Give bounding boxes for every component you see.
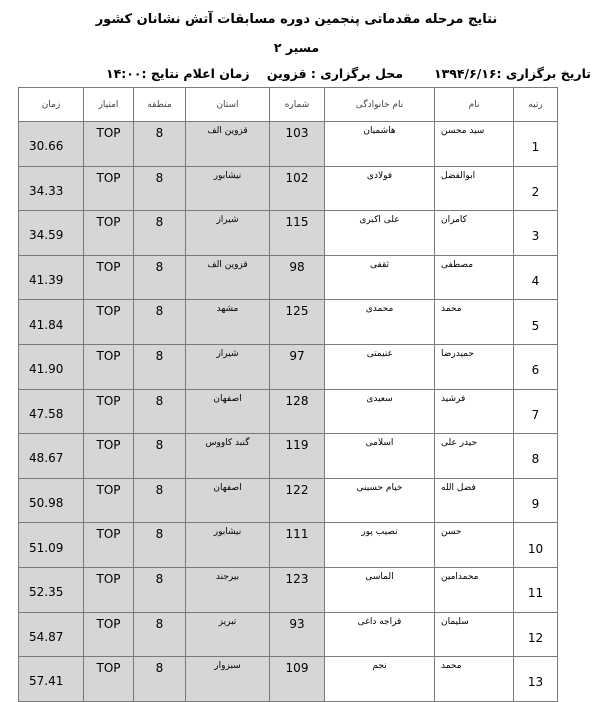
cell-score: TOP: [84, 344, 134, 389]
cell-name: سید محسن: [435, 122, 514, 167]
page-subtitle: مسیر ۲: [273, 40, 320, 55]
cell-score: TOP: [84, 612, 134, 657]
cell-name: حیدر علی: [435, 434, 514, 479]
event-venue: محل برگزاری : قزوین: [266, 66, 403, 81]
cell-name: حسن: [435, 523, 514, 568]
cell-family: غنیمتی: [325, 344, 435, 389]
cell-region: 8: [134, 122, 186, 167]
table-row: [19, 211, 558, 256]
cell-province: شیراز: [186, 344, 270, 389]
cell-family: قراجه داغی: [325, 612, 435, 657]
cell-number: 93: [270, 612, 325, 657]
cell-region: 8: [134, 657, 186, 702]
cell-time: 41.84: [19, 300, 84, 345]
cell-number: 103: [270, 122, 325, 167]
cell-family: اسلامی: [325, 434, 435, 479]
cell-time: 54.87: [19, 612, 84, 657]
cell-name: کامران: [435, 211, 514, 256]
table-header-row: [19, 88, 558, 122]
cell-province: نیشابور: [186, 166, 270, 211]
cell-time: 52.35: [19, 567, 84, 612]
header-region: منطقه: [134, 88, 186, 122]
cell-rank: 6: [514, 344, 558, 389]
cell-province: بیرجند: [186, 567, 270, 612]
cell-number: 102: [270, 166, 325, 211]
cell-region: 8: [134, 389, 186, 434]
cell-rank: 3: [514, 211, 558, 256]
table-row: [19, 389, 558, 434]
cell-number: 109: [270, 657, 325, 702]
cell-name: ابوالفضل: [435, 166, 514, 211]
header-name: نام: [435, 88, 514, 122]
cell-time: 50.98: [19, 478, 84, 523]
table-row: [19, 344, 558, 389]
table-row: [19, 567, 558, 612]
cell-rank: 11: [514, 567, 558, 612]
cell-number: 128: [270, 389, 325, 434]
cell-province: تبریز: [186, 612, 270, 657]
cell-name: محمد: [435, 657, 514, 702]
cell-province: نیشابور: [186, 523, 270, 568]
cell-region: 8: [134, 612, 186, 657]
cell-family: نصیب پور: [325, 523, 435, 568]
cell-number: 97: [270, 344, 325, 389]
cell-rank: 8: [514, 434, 558, 479]
cell-region: 8: [134, 166, 186, 211]
cell-rank: 7: [514, 389, 558, 434]
cell-score: TOP: [84, 434, 134, 479]
cell-rank: 2: [514, 166, 558, 211]
table-row: [19, 122, 558, 167]
table-row: [19, 612, 558, 657]
cell-region: 8: [134, 434, 186, 479]
cell-family: محمدی: [325, 300, 435, 345]
page-title: نتایج مرحله مقدماتی پنجمین دوره مسابقات آتش نشانان کشور: [95, 12, 498, 27]
cell-region: 8: [134, 344, 186, 389]
cell-score: TOP: [84, 166, 134, 211]
cell-time: 34.59: [19, 211, 84, 256]
cell-family: هاشمیان: [325, 122, 435, 167]
cell-province: قزوین الف: [186, 122, 270, 167]
cell-rank: 4: [514, 255, 558, 300]
cell-province: مشهد: [186, 300, 270, 345]
header-score: امتیاز: [84, 88, 134, 122]
cell-time: 51.09: [19, 523, 84, 568]
cell-time: 48.67: [19, 434, 84, 479]
cell-time: 30.66: [19, 122, 84, 167]
cell-family: ثقفی: [325, 255, 435, 300]
cell-name: سلیمان: [435, 612, 514, 657]
header-rank: رتبه: [514, 88, 558, 122]
cell-number: 125: [270, 300, 325, 345]
table-body: [19, 122, 558, 702]
cell-province: اصفهان: [186, 478, 270, 523]
cell-rank: 1: [514, 122, 558, 167]
header-time: زمان: [19, 88, 84, 122]
cell-region: 8: [134, 567, 186, 612]
cell-time: 41.90: [19, 344, 84, 389]
cell-number: 98: [270, 255, 325, 300]
header-family: نام خانوادگی: [325, 88, 435, 122]
cell-family: خیام حسینی: [325, 478, 435, 523]
cell-name: محمدامین: [435, 567, 514, 612]
cell-score: TOP: [84, 389, 134, 434]
cell-time: 41.39: [19, 255, 84, 300]
cell-number: 122: [270, 478, 325, 523]
cell-region: 8: [134, 478, 186, 523]
cell-region: 8: [134, 211, 186, 256]
table-row: [19, 478, 558, 523]
event-date: تاریخ برگزاری :۱۳۹۴/۶/۱۶: [434, 66, 591, 81]
cell-time: 34.33: [19, 166, 84, 211]
cell-rank: 12: [514, 612, 558, 657]
cell-region: 8: [134, 523, 186, 568]
cell-province: گنبد کاووس: [186, 434, 270, 479]
cell-family: نجم: [325, 657, 435, 702]
cell-name: مصطفی: [435, 255, 514, 300]
cell-name: حمیدرضا: [435, 344, 514, 389]
table-row: [19, 657, 558, 702]
cell-score: TOP: [84, 657, 134, 702]
cell-score: TOP: [84, 523, 134, 568]
cell-time: 47.58: [19, 389, 84, 434]
cell-score: TOP: [84, 255, 134, 300]
cell-number: 119: [270, 434, 325, 479]
table-row: [19, 166, 558, 211]
cell-name: فرشید: [435, 389, 514, 434]
table-row: [19, 434, 558, 479]
cell-province: اصفهان: [186, 389, 270, 434]
cell-family: سعیدی: [325, 389, 435, 434]
header-province: استان: [186, 88, 270, 122]
cell-rank: 13: [514, 657, 558, 702]
cell-province: شیراز: [186, 211, 270, 256]
cell-name: محمد: [435, 300, 514, 345]
cell-score: TOP: [84, 567, 134, 612]
cell-score: TOP: [84, 300, 134, 345]
cell-time: 57.41: [19, 657, 84, 702]
header-number: شماره: [270, 88, 325, 122]
table-row: [19, 523, 558, 568]
cell-name: فضل الله: [435, 478, 514, 523]
cell-province: قزوین الف: [186, 255, 270, 300]
cell-family: فولادی: [325, 166, 435, 211]
cell-region: 8: [134, 255, 186, 300]
cell-province: سبزوار: [186, 657, 270, 702]
announce-time: زمان اعلام نتایج :۱۴:۰۰: [106, 66, 250, 81]
cell-family: الماسی: [325, 567, 435, 612]
cell-rank: 5: [514, 300, 558, 345]
cell-number: 123: [270, 567, 325, 612]
cell-number: 111: [270, 523, 325, 568]
cell-region: 8: [134, 300, 186, 345]
cell-family: علی اکبری: [325, 211, 435, 256]
results-table: [18, 87, 558, 702]
table-row: [19, 300, 558, 345]
cell-score: TOP: [84, 211, 134, 256]
cell-score: TOP: [84, 478, 134, 523]
cell-number: 115: [270, 211, 325, 256]
cell-rank: 9: [514, 478, 558, 523]
cell-score: TOP: [84, 122, 134, 167]
table-row: [19, 255, 558, 300]
cell-rank: 10: [514, 523, 558, 568]
